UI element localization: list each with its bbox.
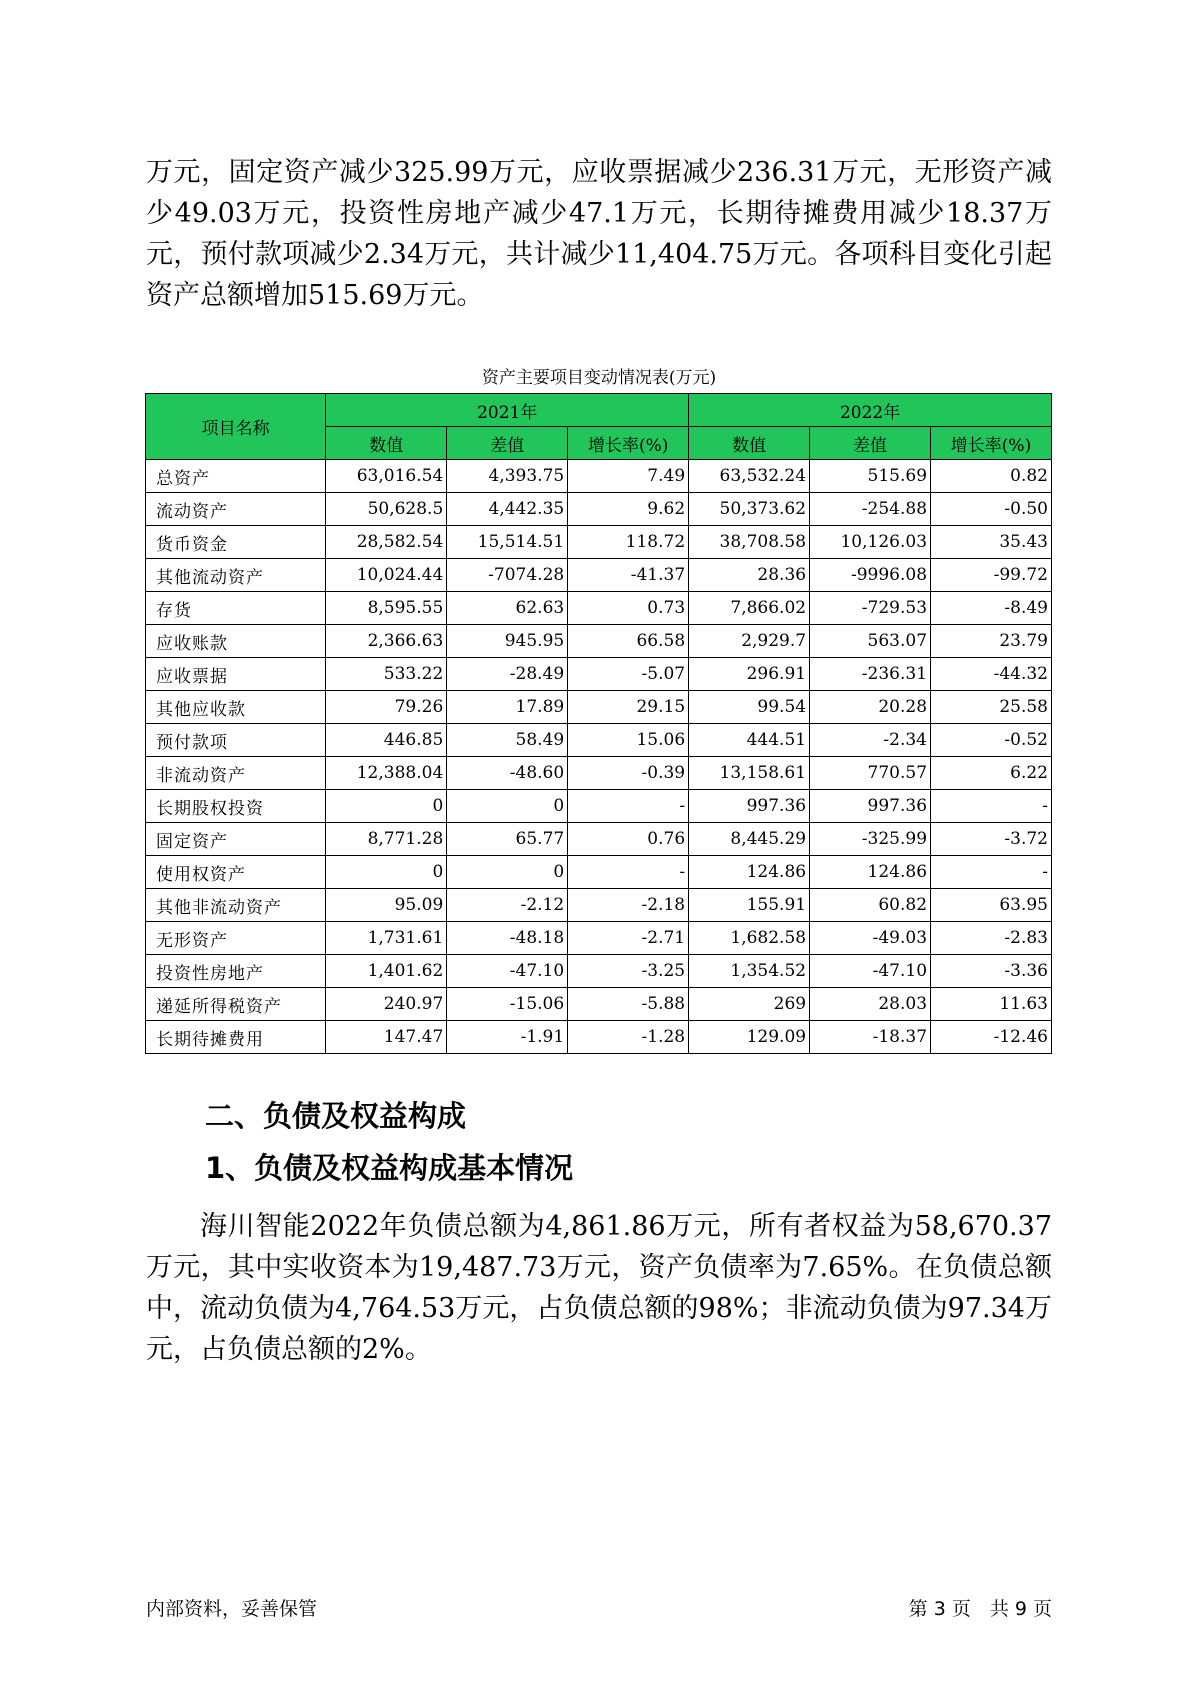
table-cell: 28.36 xyxy=(689,559,810,592)
table-cell: -3.25 xyxy=(568,955,689,988)
column-header-difference: 差值 xyxy=(810,427,931,460)
column-header-growth-rate: 增长率(%) xyxy=(931,427,1052,460)
table-row xyxy=(146,625,1052,658)
table-cell: -18.37 xyxy=(810,1021,931,1054)
table-cell: -28.49 xyxy=(447,658,568,691)
table-cell: -49.03 xyxy=(810,922,931,955)
table-row xyxy=(146,1021,1052,1054)
table-cell: -236.31 xyxy=(810,658,931,691)
table-cell: - xyxy=(568,790,689,823)
table-cell: 28,582.54 xyxy=(326,526,447,559)
table-cell: 533.22 xyxy=(326,658,447,691)
row-label: 其他应收款 xyxy=(146,691,326,724)
table-cell: -8.49 xyxy=(931,592,1052,625)
section-heading: 二、负债及权益构成 xyxy=(205,1099,467,1133)
table-cell: 66.58 xyxy=(568,625,689,658)
table-cell: 1,354.52 xyxy=(689,955,810,988)
table-cell: -15.06 xyxy=(447,988,568,1021)
table-row xyxy=(146,592,1052,625)
table-cell: 2,366.63 xyxy=(326,625,447,658)
table-cell: 50,628.5 xyxy=(326,493,447,526)
table-row xyxy=(146,922,1052,955)
row-label: 非流动资产 xyxy=(146,757,326,790)
table-cell: -41.37 xyxy=(568,559,689,592)
table-cell: 240.97 xyxy=(326,988,447,1021)
assets-change-table xyxy=(145,393,1052,1054)
table-cell: 7,866.02 xyxy=(689,592,810,625)
row-label: 其他流动资产 xyxy=(146,559,326,592)
table-row xyxy=(146,724,1052,757)
table-cell: - xyxy=(931,856,1052,889)
row-label: 递延所得税资产 xyxy=(146,988,326,1021)
table-cell: 10,126.03 xyxy=(810,526,931,559)
table-cell: 58.49 xyxy=(447,724,568,757)
table-cell: 63.95 xyxy=(931,889,1052,922)
intro-paragraph: 万元，固定资产减少325.99万元，应收票据减少236.31万元，无形资产减少49.03万元，投资性房地产减少47.1万元，长期待摊费用减少18.37万元，预付款项减少2.34万元，共计减少11,404.75万元。各项科目变化引起资产总额增加515.69万元。 xyxy=(146,157,1052,311)
table-cell: 1,401.62 xyxy=(326,955,447,988)
table-cell: 770.57 xyxy=(810,757,931,790)
row-label: 长期股权投资 xyxy=(146,790,326,823)
footer-page-number: 第 3 页 共 9 页 xyxy=(908,1598,1052,1620)
table-cell: 13,158.61 xyxy=(689,757,810,790)
table-cell: -48.60 xyxy=(447,757,568,790)
table-cell: 8,445.29 xyxy=(689,823,810,856)
table-row xyxy=(146,658,1052,691)
table-cell: 8,771.28 xyxy=(326,823,447,856)
table-cell: - xyxy=(568,856,689,889)
table-cell: -12.46 xyxy=(931,1021,1052,1054)
table-cell: -5.07 xyxy=(568,658,689,691)
table-row xyxy=(146,856,1052,889)
row-label: 使用权资产 xyxy=(146,856,326,889)
body-paragraph: 海川智能2022年负债总额为4,861.86万元，所有者权益为58,670.37万元，其中实收资本为19,487.73万元，资产负债率为7.65%。在负债总额中，流动负债为4,764.53万元，占负债总额的98%；非流动负债为97.34万元，占负债总额的2%。 xyxy=(146,1211,1052,1365)
table-cell: 15.06 xyxy=(568,724,689,757)
table-cell: -9996.08 xyxy=(810,559,931,592)
column-header-name: 项目名称 xyxy=(146,394,326,460)
row-label: 货币资金 xyxy=(146,526,326,559)
table-cell: 60.82 xyxy=(810,889,931,922)
sub-heading: 1、负债及权益构成基本情况 xyxy=(205,1151,574,1185)
table-row xyxy=(146,955,1052,988)
table-cell: -5.88 xyxy=(568,988,689,1021)
footer-confidential-note: 内部资料，妥善保管 xyxy=(146,1598,318,1620)
table-cell: -99.72 xyxy=(931,559,1052,592)
column-header-value: 数值 xyxy=(326,427,447,460)
column-header-value: 数值 xyxy=(689,427,810,460)
table-cell: 79.26 xyxy=(326,691,447,724)
row-label: 总资产 xyxy=(146,460,326,493)
column-header-year-2021: 2021年 xyxy=(326,394,689,427)
table-cell: 124.86 xyxy=(689,856,810,889)
table-cell: 99.54 xyxy=(689,691,810,724)
table-cell: 0 xyxy=(447,790,568,823)
table-cell: 50,373.62 xyxy=(689,493,810,526)
table-row xyxy=(146,790,1052,823)
table-cell: 95.09 xyxy=(326,889,447,922)
table-cell: 129.09 xyxy=(689,1021,810,1054)
table-cell: -2.83 xyxy=(931,922,1052,955)
table-cell: 0.82 xyxy=(931,460,1052,493)
table-row xyxy=(146,460,1052,493)
table-cell: 997.36 xyxy=(810,790,931,823)
table-cell: -2.71 xyxy=(568,922,689,955)
table-cell: 63,016.54 xyxy=(326,460,447,493)
table-cell: -7074.28 xyxy=(447,559,568,592)
table-cell: 945.95 xyxy=(447,625,568,658)
table-cell: -0.52 xyxy=(931,724,1052,757)
table-cell: 8,595.55 xyxy=(326,592,447,625)
row-label: 其他非流动资产 xyxy=(146,889,326,922)
table-cell: 63,532.24 xyxy=(689,460,810,493)
row-label: 预付款项 xyxy=(146,724,326,757)
table-cell: 35.43 xyxy=(931,526,1052,559)
table-cell: 147.47 xyxy=(326,1021,447,1054)
table-row xyxy=(146,889,1052,922)
table-cell: -44.32 xyxy=(931,658,1052,691)
table-cell: 25.58 xyxy=(931,691,1052,724)
row-label: 流动资产 xyxy=(146,493,326,526)
table-cell: 1,731.61 xyxy=(326,922,447,955)
table-row xyxy=(146,757,1052,790)
table-body xyxy=(146,460,1052,1054)
table-cell: -325.99 xyxy=(810,823,931,856)
table-row xyxy=(146,988,1052,1021)
table-cell: -47.10 xyxy=(447,955,568,988)
table-cell: 12,388.04 xyxy=(326,757,447,790)
table-cell: -1.91 xyxy=(447,1021,568,1054)
table-cell: 296.91 xyxy=(689,658,810,691)
table-cell: -0.50 xyxy=(931,493,1052,526)
table-cell: 10,024.44 xyxy=(326,559,447,592)
table-cell: 1,682.58 xyxy=(689,922,810,955)
column-header-year-2022: 2022年 xyxy=(689,394,1052,427)
table-cell: -2.18 xyxy=(568,889,689,922)
table-cell: 124.86 xyxy=(810,856,931,889)
table-cell: -2.34 xyxy=(810,724,931,757)
table-cell: 23.79 xyxy=(931,625,1052,658)
table-cell: 15,514.51 xyxy=(447,526,568,559)
table-cell: 0 xyxy=(326,856,447,889)
table-cell: 0 xyxy=(326,790,447,823)
column-header-growth-rate: 增长率(%) xyxy=(568,427,689,460)
table-cell: -0.39 xyxy=(568,757,689,790)
table-cell: 118.72 xyxy=(568,526,689,559)
table-cell: -3.72 xyxy=(931,823,1052,856)
table-cell: 6.22 xyxy=(931,757,1052,790)
table-cell: -2.12 xyxy=(447,889,568,922)
table-cell: 0.76 xyxy=(568,823,689,856)
table-cell: 0.73 xyxy=(568,592,689,625)
table-cell: 17.89 xyxy=(447,691,568,724)
table-cell: 997.36 xyxy=(689,790,810,823)
table-cell: 155.91 xyxy=(689,889,810,922)
table-cell: - xyxy=(931,790,1052,823)
table-cell: 11.63 xyxy=(931,988,1052,1021)
column-header-difference: 差值 xyxy=(447,427,568,460)
table-cell: 9.62 xyxy=(568,493,689,526)
table-cell: 29.15 xyxy=(568,691,689,724)
table-row xyxy=(146,823,1052,856)
table-cell: 4,442.35 xyxy=(447,493,568,526)
table-cell: -47.10 xyxy=(810,955,931,988)
table-cell: 444.51 xyxy=(689,724,810,757)
table-cell: 62.63 xyxy=(447,592,568,625)
table-cell: 446.85 xyxy=(326,724,447,757)
table-cell: 2,929.7 xyxy=(689,625,810,658)
table-cell: 563.07 xyxy=(810,625,931,658)
row-label: 应收票据 xyxy=(146,658,326,691)
row-label: 长期待摊费用 xyxy=(146,1021,326,1054)
table-cell: 0 xyxy=(447,856,568,889)
row-label: 投资性房地产 xyxy=(146,955,326,988)
table-cell: 515.69 xyxy=(810,460,931,493)
table-cell: -3.36 xyxy=(931,955,1052,988)
table-row xyxy=(146,691,1052,724)
table-cell: 269 xyxy=(689,988,810,1021)
table-cell: 28.03 xyxy=(810,988,931,1021)
table-cell: -1.28 xyxy=(568,1021,689,1054)
table-cell: 4,393.75 xyxy=(447,460,568,493)
table-cell: -254.88 xyxy=(810,493,931,526)
row-label: 固定资产 xyxy=(146,823,326,856)
table-cell: -48.18 xyxy=(447,922,568,955)
table-cell: 38,708.58 xyxy=(689,526,810,559)
table-cell: -729.53 xyxy=(810,592,931,625)
table-row xyxy=(146,493,1052,526)
table-cell: 20.28 xyxy=(810,691,931,724)
table-caption: 资产主要项目变动情况表(万元) xyxy=(481,368,717,388)
row-label: 无形资产 xyxy=(146,922,326,955)
table-row xyxy=(146,559,1052,592)
table-cell: 7.49 xyxy=(568,460,689,493)
table-row xyxy=(146,526,1052,559)
row-label: 存货 xyxy=(146,592,326,625)
table-cell: 65.77 xyxy=(447,823,568,856)
row-label: 应收账款 xyxy=(146,625,326,658)
